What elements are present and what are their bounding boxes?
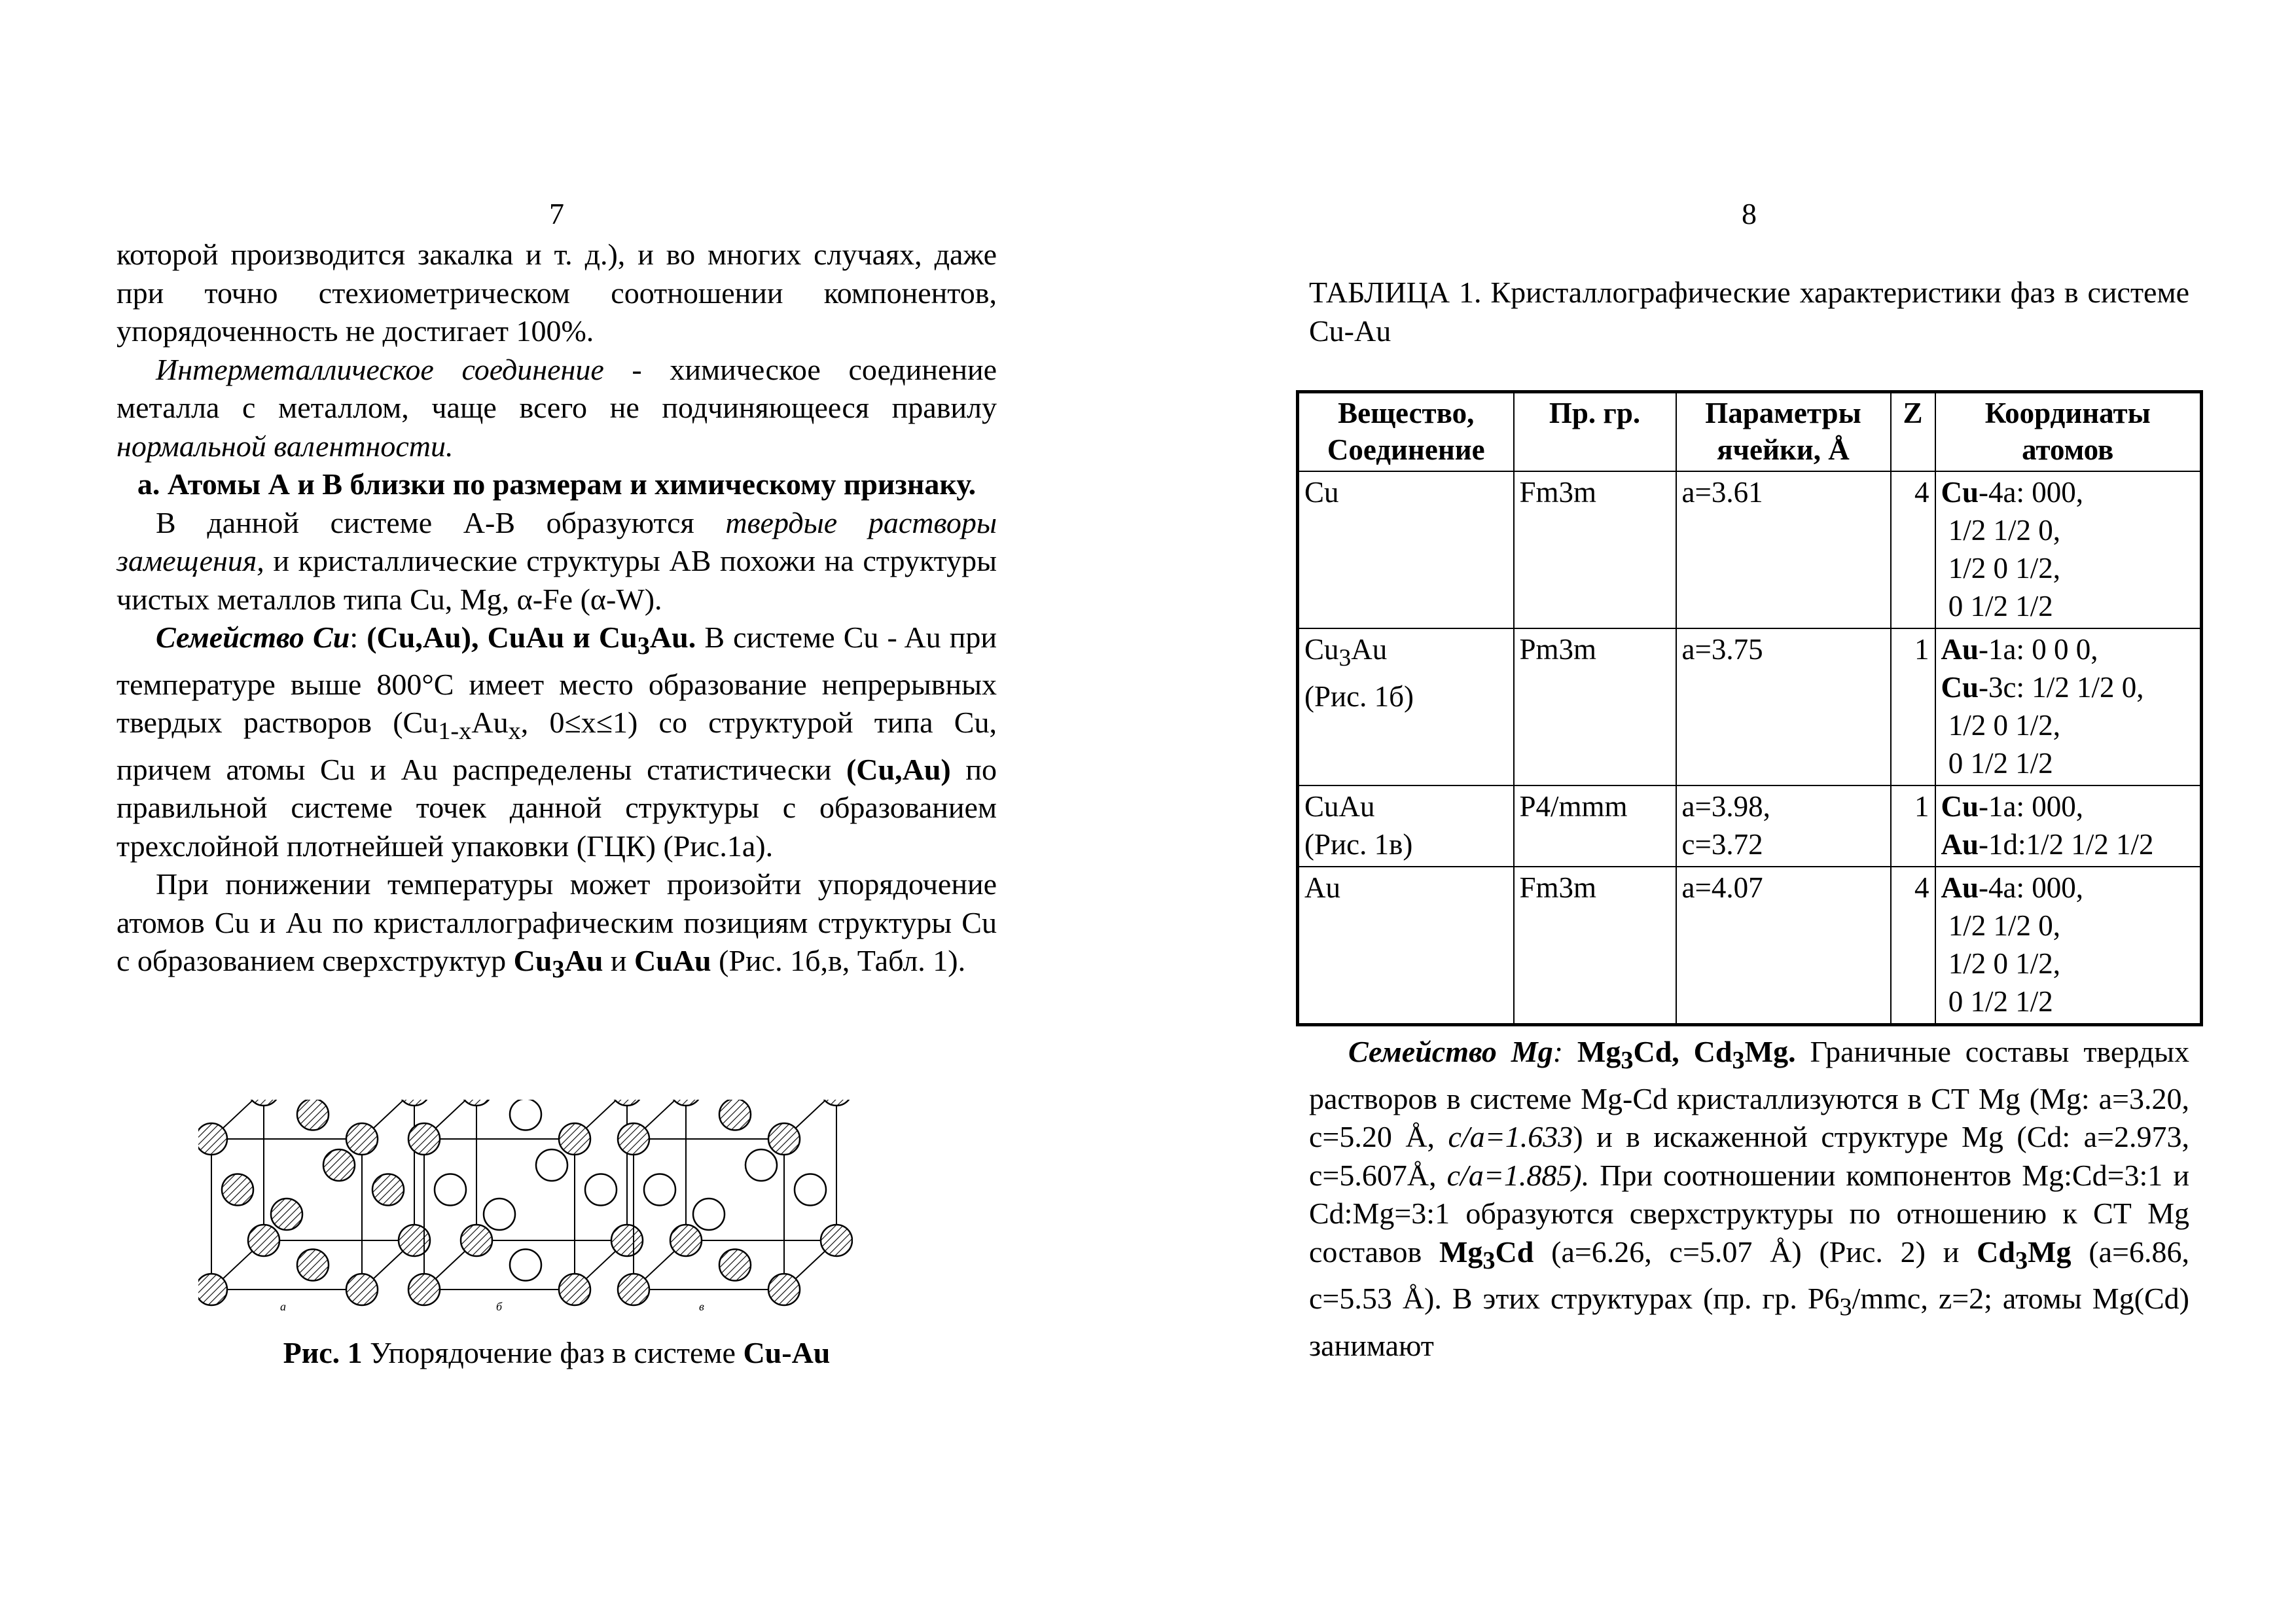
atom-open	[585, 1174, 617, 1206]
atom-hatched	[768, 1274, 800, 1305]
cell-coordinates: Cu-1a: 000, Au-1d:1/2 1/2 1/2	[1935, 785, 2202, 867]
atom-open	[693, 1199, 725, 1230]
atom-hatched	[408, 1123, 440, 1155]
atom-hatched	[768, 1123, 800, 1155]
cell-params: a=3.75	[1676, 628, 1891, 785]
atom-hatched	[399, 1225, 430, 1256]
cu-family-members: (Cu,Au), CuAu и $Cu_3Au$.	[367, 621, 696, 660]
cell-space-group: Fm3m	[1514, 867, 1676, 1025]
page-number-right: 8	[1742, 197, 1757, 230]
cell-space-group: P4/mmm	[1514, 785, 1676, 867]
term-substitution: твердые растворы замещения,	[117, 505, 997, 577]
formula-mg3cd: $Mg_3Cd$	[1439, 1235, 1534, 1274]
table-row	[1298, 628, 2202, 785]
term-cu-family: Семейство Cu	[156, 621, 350, 654]
mg-family-text	[1309, 1033, 2189, 1365]
section-heading-a: а. Атомы А и В близки по размерам и химическому признаку.	[137, 467, 977, 501]
cell-params: a=3.61	[1676, 471, 1891, 628]
paragraph-substitution: В данной системе А-В образуются твердые растворы замещения, и кристаллические структуры АВ похожи на структуры чистых металлов типа Cu, Mg, α-Fe (α-W).	[117, 505, 997, 616]
atom-hatched	[821, 1100, 852, 1106]
atom-hatched	[346, 1123, 378, 1155]
table-header-row	[1298, 392, 2202, 472]
atom-hatched	[719, 1250, 751, 1281]
atom-hatched	[248, 1100, 279, 1106]
atom-hatched	[222, 1174, 253, 1206]
header-coordinates: Координаты атомов	[1935, 392, 2202, 472]
figure-label-v: в	[699, 1300, 704, 1313]
header-substance: Вещество, Соединение	[1298, 392, 1514, 472]
paragraph-intermetallic: Интерметаллическое соединение - химическое соединение металла с металлом, чаще всего не подчиняющееся правилу нормальной валентности.	[117, 352, 997, 463]
atom-hatched	[198, 1123, 227, 1155]
atom-hatched	[559, 1123, 590, 1155]
header-space-group: Пр. гр.	[1514, 392, 1676, 472]
atom-hatched	[297, 1250, 329, 1281]
atom-hatched	[670, 1225, 702, 1256]
figure-label-b: б	[496, 1300, 503, 1313]
cell-substance: Au	[1298, 867, 1514, 1025]
cell-params: a=3.98, c=3.72	[1676, 785, 1891, 867]
atom-open	[510, 1100, 541, 1130]
cell-z: 1	[1891, 628, 1935, 785]
table-row	[1298, 867, 2202, 1025]
atom-hatched	[611, 1100, 643, 1106]
left-text-block	[117, 236, 997, 989]
header-z: Z	[1891, 392, 1935, 472]
atom-hatched	[618, 1274, 649, 1305]
cell-z: 4	[1891, 867, 1935, 1025]
figure-1-crystal-cells	[198, 1100, 853, 1322]
table-row	[1298, 471, 2202, 628]
atom-hatched	[297, 1100, 329, 1130]
cell-z: 1	[1891, 785, 1935, 867]
atom-hatched	[611, 1225, 643, 1256]
cell-coordinates: Au-4a: 000, 1/2 1/2 0, 1/2 0 1/2, 0 1/2 1/2	[1935, 867, 2202, 1025]
atom-open	[644, 1174, 675, 1206]
cell-substance: Cu	[1298, 471, 1514, 628]
atom-hatched	[271, 1199, 302, 1230]
atom-hatched	[719, 1100, 751, 1130]
table-row	[1298, 785, 2202, 867]
atom-open	[795, 1174, 826, 1206]
page-number-left: 7	[549, 197, 564, 230]
cell-substance: $Cu_3Au$ (Рис. 1б)	[1298, 628, 1514, 785]
atom-open	[510, 1250, 541, 1281]
paragraph-mg-family: Семейство Mg: $Mg_3Cd$, $Cd_3Mg$. Граничные составы твердых растворов в системе Mg-Cd кристаллизуются в СТ Mg (Mg: a=3.20, c=5.20 Å, c/a=1.633) и в искаженной структуре Mg (Cd: a=2.973, c=5.607Å, c/a=1.885). При соотношении компонентов Mg:Cd=3:1 и Cd:Mg=3:1 образуются сверхструктуры по отношению к СТ Mg составов $Mg_3Cd$ (a=6.26, c=5.07 Å) (Рис. 2) и $Cd_3Mg$ (a=6.86, c=5.53 Å). В этих структурах (пр. гр. $P6_3$/mmc, z=2; атомы Mg(Cd) занимают	[1309, 1035, 2190, 1363]
atom-hatched	[821, 1225, 852, 1256]
atom-open	[745, 1149, 777, 1181]
table-title: ТАБЛИЦА 1. Кристаллографические характеристики фаз в системе Cu-Au	[1309, 276, 2189, 348]
header-cell-params: Параметры ячейки, Å	[1676, 392, 1891, 472]
paragraph-ordering: При понижении температуры может произойти упорядочение атомов Cu и Au по кристаллографическим позициям структуры Cu с образованием сверхструктур $Cu_3Au$ и CuAu (Рис. 1б,в, Табл. 1).	[117, 867, 997, 984]
formula-cd3mg: $Cd_3Mg$	[1977, 1235, 2072, 1274]
cell-z: 4	[1891, 471, 1935, 628]
atom-hatched	[461, 1100, 492, 1106]
cell-params: a=4.07	[1676, 867, 1891, 1025]
formula-cu3au: $Cu_3Au$	[513, 944, 603, 984]
atom-hatched	[248, 1225, 279, 1256]
cell-coordinates: Au-1a: 0 0 0, Cu-3c: 1/2 1/2 0, 1/2 0 1/2, 0 1/2 1/2	[1935, 628, 2202, 785]
cell-coordinates: Cu-4a: 000, 1/2 1/2 0, 1/2 0 1/2, 0 1/2 1/2	[1935, 471, 2202, 628]
atom-hatched	[670, 1100, 702, 1106]
cell-substance: CuAu (Рис. 1в)	[1298, 785, 1514, 867]
atom-open	[536, 1149, 567, 1181]
atom-hatched	[618, 1123, 649, 1155]
atom-hatched	[198, 1274, 227, 1305]
figure-1-caption: Рис. 1 Упорядочение фаз в системе Cu-Au	[283, 1336, 831, 1369]
atom-hatched	[408, 1274, 440, 1305]
atom-hatched	[399, 1100, 430, 1106]
term-mg-family: Семейство Mg	[1348, 1035, 1553, 1068]
atom-hatched	[323, 1149, 355, 1181]
cell-space-group: Pm3m	[1514, 628, 1676, 785]
cell-space-group: Fm3m	[1514, 471, 1676, 628]
term-intermetallic: Интерметаллическое соединение	[156, 352, 604, 386]
crystallographic-table	[1296, 390, 2203, 1026]
mg-family-members: $Mg_3Cd$, $Cd_3Mg$.	[1577, 1035, 1796, 1075]
atom-hatched	[461, 1225, 492, 1256]
paragraph-1: которой производится закалка и т. д.), и во многих случаях, даже при точно стехиометрическом соотношении компонентов, упорядоченность не достигает 100%.	[117, 238, 997, 348]
atom-hatched	[372, 1174, 404, 1206]
atom-hatched	[559, 1274, 590, 1305]
figure-label-a: а	[280, 1300, 286, 1313]
formula-cuau: CuAu	[634, 944, 711, 978]
term-normal-valence: нормальной валентности.	[117, 429, 454, 463]
paragraph-cu-family: Семейство Cu: (Cu,Au), CuAu и $Cu_3Au$. В системе Cu - Au при температуре выше 800°С имеет место образование непрерывных твердых растворов ($Cu_{1-x}Au_x$, 0≤x≤1) со структурой типа Cu, причем атомы Cu и Au распределены статистически (Cu,Au) по правильной системе точек данной структуры с образованием трехслойной плотнейшей упаковки (ГЦК) (Рис.1а).	[117, 621, 997, 863]
atom-open	[435, 1174, 466, 1206]
atom-hatched	[346, 1274, 378, 1305]
atom-open	[484, 1199, 515, 1230]
